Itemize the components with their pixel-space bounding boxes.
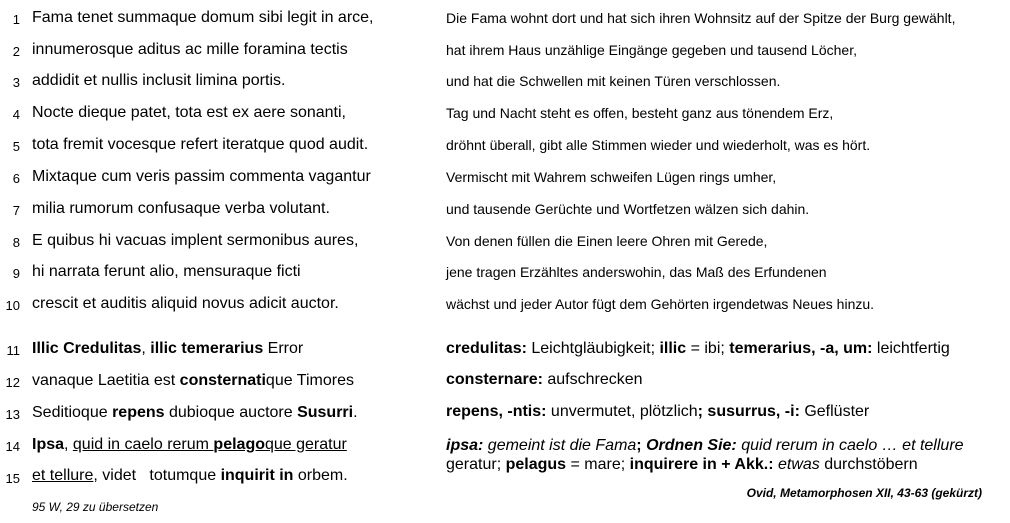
line-number: 11 xyxy=(6,343,20,358)
text: unvermutet, plötzlich xyxy=(546,403,698,420)
german-line: dröhnt überall, gibt alle Stimmen wieder und wiederholt, was es hört. xyxy=(446,137,871,153)
german-line: wächst und jeder Autor fügt dem Gehörten irgendetwas Neues hinzu. xyxy=(446,296,875,312)
word-count-footer: 95 W, 29 zu übersetzen xyxy=(32,500,159,514)
bold-word: inquirit in xyxy=(220,467,294,484)
german-line: Die Fama wohnt dort und hat sich ihren Wohnsitz auf der Spitze der Burg gewählt, xyxy=(446,10,956,26)
note-term: consternare: xyxy=(446,371,543,388)
text: que Timores xyxy=(265,372,354,389)
bold-word: consternati xyxy=(179,372,266,389)
text: Leichtgläubigkeit; xyxy=(526,340,660,357)
text: dubioque auctore xyxy=(164,404,298,421)
text: aufschrecken xyxy=(542,371,643,388)
text: , xyxy=(141,340,151,357)
text: , xyxy=(64,436,73,453)
latin-line: crescit et auditis aliquid novus adicit auctor. xyxy=(32,295,339,312)
german-line: und hat die Schwellen mit keinen Türen verschlossen. xyxy=(446,73,781,89)
line-number: 6 xyxy=(12,171,20,186)
line-number: 5 xyxy=(12,139,20,154)
text: leichtfertig xyxy=(872,340,950,357)
line-number: 10 xyxy=(5,298,20,313)
latin-line: hi narrata ferunt alio, mensuraque ficti xyxy=(32,263,301,280)
bold-word: Illic Credulitas xyxy=(32,340,142,357)
line-number: 1 xyxy=(12,12,20,27)
note-term: ipsa: xyxy=(446,437,484,454)
bold-word: pelago xyxy=(213,436,265,453)
line-number: 4 xyxy=(12,107,20,122)
german-line: Tag und Nacht steht es offen, besteht ganz aus tönendem Erz, xyxy=(446,105,834,121)
text: que geratur xyxy=(264,436,347,453)
text: , videt totumque xyxy=(93,467,221,484)
latin-line: Fama tenet summaque domum sibi legit in arce, xyxy=(32,9,374,26)
text: Geflüster xyxy=(799,403,870,420)
latin-line: E quibus hi vacuas implent sermonibus aures, xyxy=(32,232,359,249)
vocab-note xyxy=(446,436,996,474)
note-term: ; susurrus, -i: xyxy=(697,403,800,420)
text: quid in caelo rerum xyxy=(72,436,214,453)
latin-line xyxy=(32,372,354,390)
note-term: pelagus xyxy=(505,456,567,473)
text: gemeint ist die Fama xyxy=(483,437,637,454)
latin-line: tota fremit vocesque refert iteratque quod audit. xyxy=(32,136,369,153)
text: etwas xyxy=(773,456,820,473)
line-number: 8 xyxy=(12,235,20,250)
latin-line xyxy=(32,467,348,485)
note-term: temerarius, -a, um: xyxy=(729,340,873,357)
line-number: 2 xyxy=(12,44,20,59)
german-line: Von denen füllen die Einen leere Ohren mit Gerede, xyxy=(446,233,768,249)
source-citation: Ovid, Metamorphosen XII, 43-63 (gekürzt) xyxy=(746,486,982,500)
latin-line: Nocte dieque patet, tota est ex aere sonanti, xyxy=(32,104,346,121)
text: Seditioque xyxy=(32,404,113,421)
line-number: 15 xyxy=(5,471,20,486)
text: quid rerum in caelo … et tellure xyxy=(736,437,964,454)
latin-line: milia rumorum confusaque verba volutant. xyxy=(32,200,330,217)
german-line: und tausende Gerüchte und Wortfetzen wälzen sich dahin. xyxy=(446,201,810,217)
bold-word: illic temerarius xyxy=(150,340,264,357)
text: vanaque Laetitia est xyxy=(32,372,180,389)
line-number: 12 xyxy=(5,375,20,390)
text: = ibi; xyxy=(686,340,730,357)
bold-word: repens xyxy=(112,404,165,421)
text: durchstöbern xyxy=(819,456,918,473)
german-line: jene tragen Erzähltes anderswohin, das Maß des Erfundenen xyxy=(446,264,827,280)
text: = mare; xyxy=(566,456,630,473)
note-term: Ordnen Sie: xyxy=(646,437,737,454)
note-term: credulitas: xyxy=(446,340,527,357)
latin-line xyxy=(32,436,347,454)
line-number: 9 xyxy=(12,266,20,281)
vocab-note xyxy=(446,371,643,389)
vocab-note xyxy=(446,403,869,421)
text: Error xyxy=(263,340,304,357)
german-line: hat ihrem Haus unzählige Eingänge gegeben und tausend Löcher, xyxy=(446,42,857,58)
latin-line: addidit et nullis inclusit limina portis. xyxy=(32,72,286,89)
line-number: 7 xyxy=(12,203,20,218)
note-term: repens, -ntis: xyxy=(446,403,547,420)
text: geratur; xyxy=(446,456,506,473)
note-term: illic xyxy=(659,340,687,357)
bold-word: Susurri xyxy=(297,404,354,421)
text: ; xyxy=(636,437,647,454)
latin-line xyxy=(32,340,303,358)
underlined-phrase xyxy=(73,436,347,453)
german-line: Vermischt mit Wahrem schweifen Lügen rings umher, xyxy=(446,169,777,185)
latin-line: innumerosque aditus ac mille foramina tectis xyxy=(32,41,348,58)
vocab-note xyxy=(446,340,950,358)
line-number: 13 xyxy=(5,407,20,422)
line-number: 3 xyxy=(12,75,20,90)
latin-line xyxy=(32,404,358,422)
bold-word: Ipsa xyxy=(32,436,65,453)
text: . xyxy=(353,404,358,421)
line-number: 14 xyxy=(5,439,20,454)
latin-line: Mixtaque cum veris passim commenta vagantur xyxy=(32,168,371,185)
note-term: inquirere in + Akk.: xyxy=(629,456,774,473)
text: orbem. xyxy=(293,467,348,484)
underlined-phrase: et tellure xyxy=(32,467,94,484)
